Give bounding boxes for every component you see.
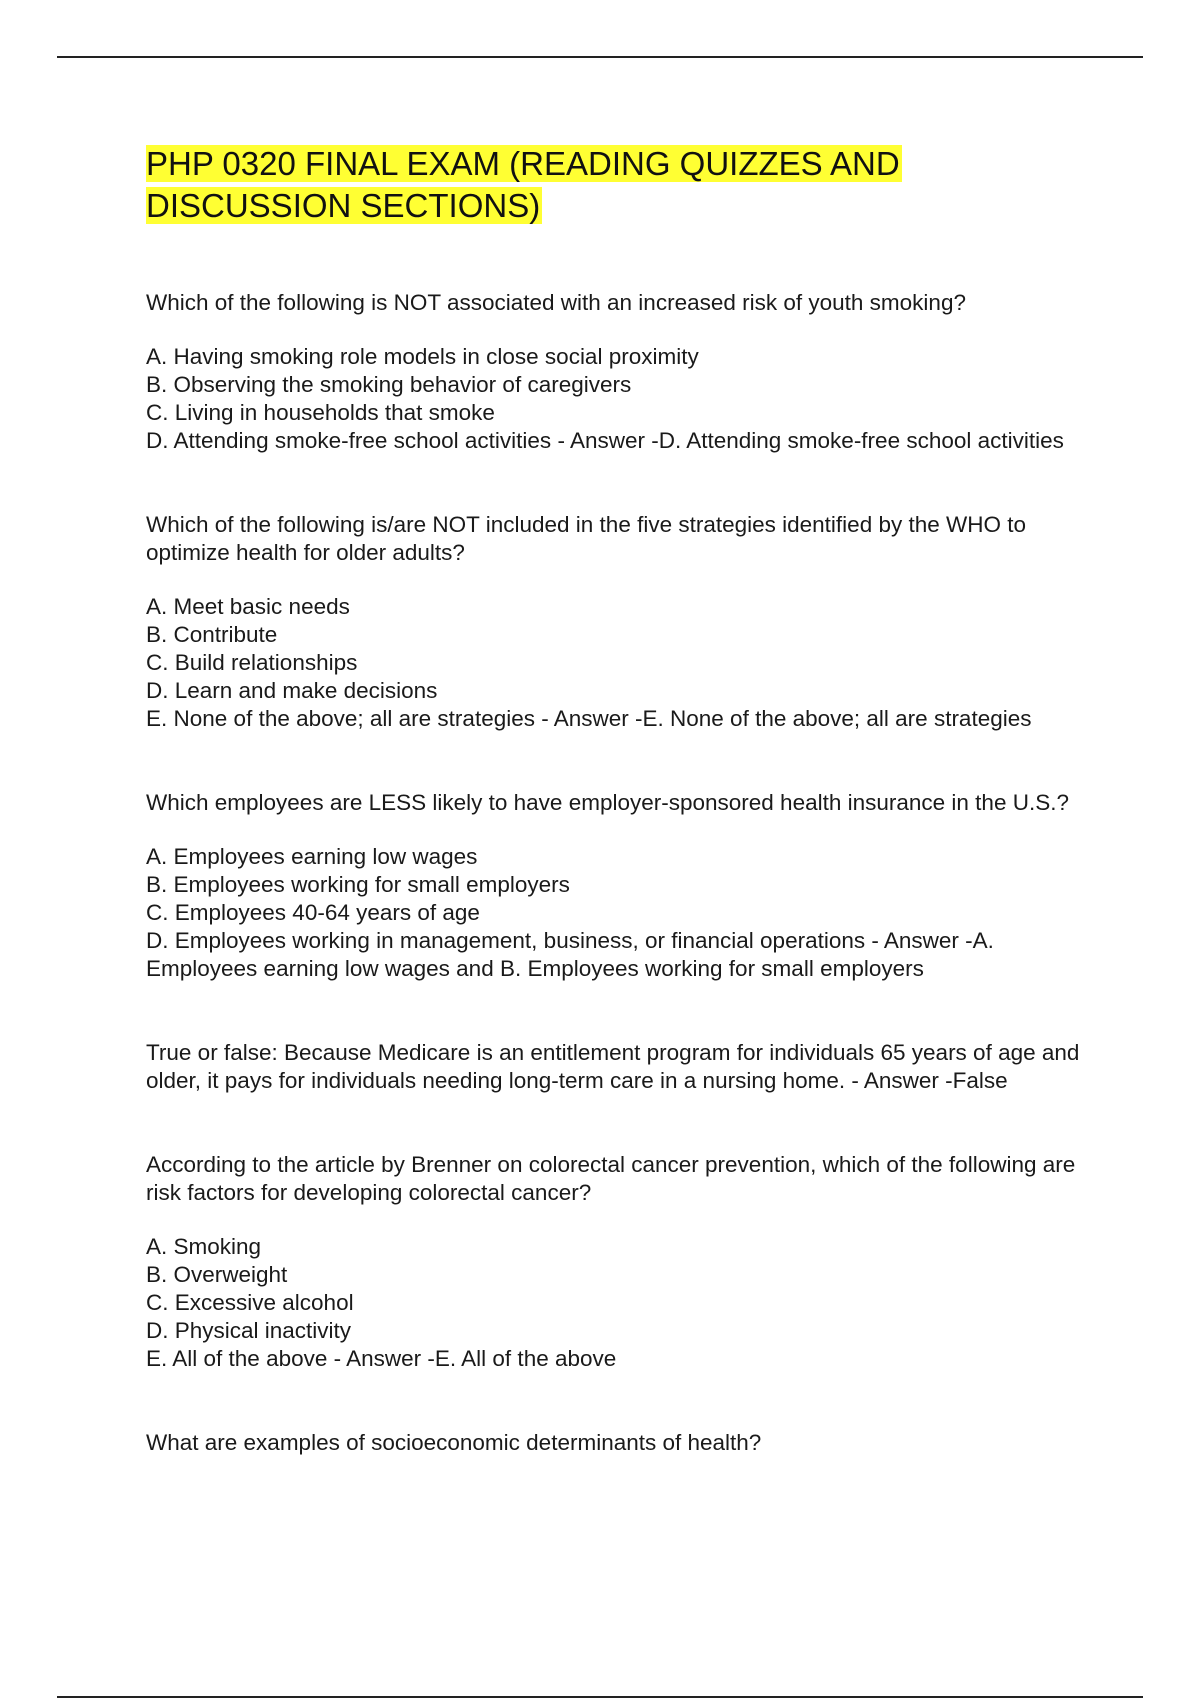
option-item: C. Living in households that smoke [146, 400, 495, 425]
option-list [146, 593, 1086, 733]
question-text: Which of the following is NOT associated with an increased risk of youth smoking? [146, 290, 966, 315]
option-item: E. All of the above - Answer -E. All of the above [146, 1346, 617, 1371]
option-item: A. Smoking [146, 1234, 262, 1259]
option-item: D. Learn and make decisions [146, 678, 438, 703]
option-item: D. Physical inactivity [146, 1318, 352, 1343]
option-item: C. Excessive alcohol [146, 1290, 354, 1315]
option-list [146, 343, 1086, 455]
option-item: C. Build relationships [146, 650, 358, 675]
question-block-2 [146, 511, 1086, 733]
question-text: Which employees are LESS likely to have employer-sponsored health insurance in the U.S.? [146, 790, 1069, 815]
option-item: B. Employees working for small employers [146, 872, 570, 897]
question-text: What are examples of socioeconomic determinants of health? [146, 1430, 762, 1455]
option-item: D. Attending smoke-free school activities - Answer -D. Attending smoke-free school activities [146, 428, 1064, 453]
question-block-4 [146, 1039, 1086, 1095]
question-text: True or false: Because Medicare is an entitlement program for individuals 65 years of age and older, it pays for individuals needing long-term care in a nursing home. - Answer -False [146, 1040, 1080, 1093]
option-item: D. Employees working in management, business, or financial operations - Answer -A. Employees earning low wages and B. Employees working for small employers [146, 928, 994, 981]
option-item: B. Overweight [146, 1262, 288, 1287]
question-text: According to the article by Brenner on colorectal cancer prevention, which of the following are risk factors for developing colorectal cancer? [146, 1152, 1076, 1205]
option-item: A. Employees earning low wages [146, 844, 478, 869]
option-item: A. Having smoking role models in close social proximity [146, 344, 699, 369]
document-title [146, 143, 1086, 227]
title-highlight: PHP 0320 FINAL EXAM (READING QUIZZES AND DISCUSSION SECTIONS) [146, 145, 900, 224]
question-block-6 [146, 1429, 1086, 1457]
option-item: B. Observing the smoking behavior of caregivers [146, 372, 632, 397]
option-list [146, 1233, 1086, 1373]
option-item: E. None of the above; all are strategies - Answer -E. None of the above; all are strategies [146, 706, 1032, 731]
option-item: C. Employees 40-64 years of age [146, 900, 480, 925]
option-item: A. Meet basic needs [146, 594, 350, 619]
question-block-3 [146, 789, 1086, 983]
question-text: Which of the following is/are NOT included in the five strategies identified by the WHO to optimize health for older adults? [146, 512, 1027, 565]
option-list [146, 843, 1086, 983]
top-rule [57, 56, 1143, 58]
option-item: B. Contribute [146, 622, 278, 647]
question-block-1 [146, 289, 1086, 455]
document-body [146, 143, 1086, 1457]
bottom-rule [57, 1696, 1143, 1698]
question-block-5 [146, 1151, 1086, 1373]
